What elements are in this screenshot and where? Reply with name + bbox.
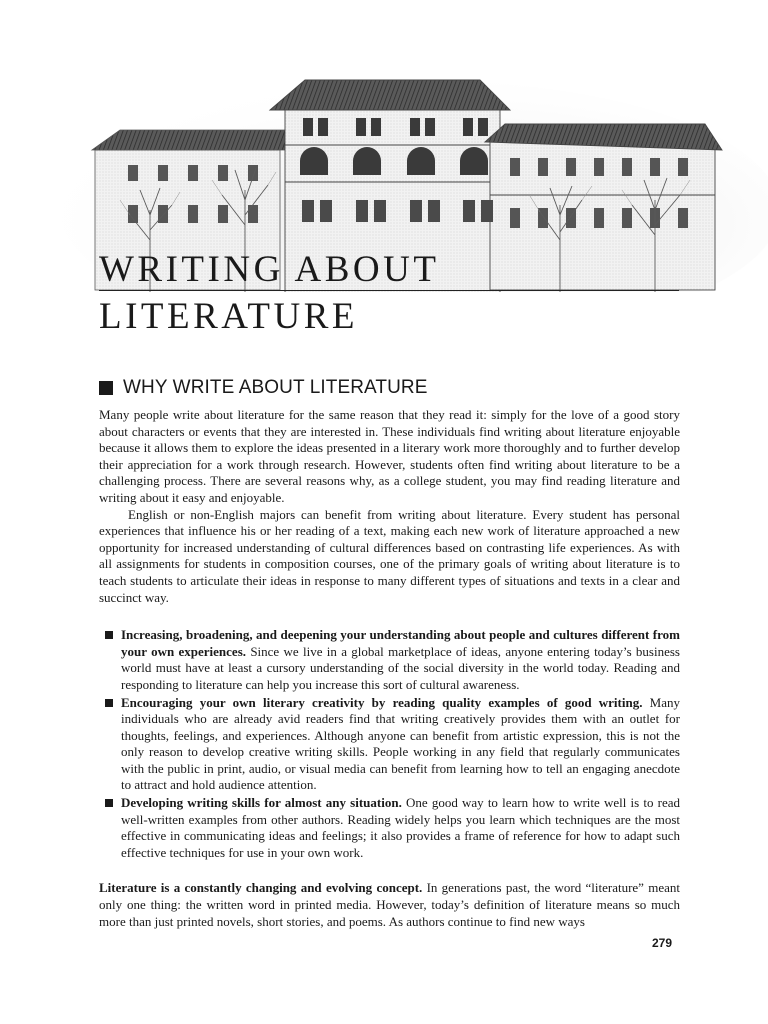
section-heading-text: WHY WRITE ABOUT LITERATURE	[123, 377, 428, 398]
bullet-lead: Encouraging your own literary creativity by reading quality examples of good writing.	[121, 694, 643, 710]
bullet-text: Since we live in a global marketplace of ideas, anyone entering today’s business world must have at least a cursory understanding of the social diversity in the world today. Reading and responding to literature can help you increase this sort of cultural awareness.	[121, 643, 680, 692]
bullet-list	[99, 627, 680, 861]
list-item	[99, 695, 680, 795]
square-bullet-icon	[99, 381, 113, 395]
bullet-text: One good way to learn how to write well is to read well-written examples from other authors. Reading widely helps you learn which techniques are the most effective in communicating ideas and feelings; it also provides a frame of reference for how to adapt such effective techniques for use in your own work.	[121, 795, 681, 860]
chapter-title-line2: LITERATURE	[99, 296, 359, 337]
bullet-lead: Developing writing skills for almost any situation.	[121, 795, 402, 811]
section-heading	[99, 377, 428, 399]
square-bullet-icon	[105, 631, 113, 639]
closing-paragraph	[99, 880, 680, 930]
bullet-lead: Increasing, broadening, and deepening your understanding about people and cultures different from your own experiences.	[121, 627, 680, 659]
title-divider	[99, 290, 679, 291]
body-text	[99, 407, 680, 930]
paragraph-1: Many people write about literature for the same reason that they read it: simply for the love of a good story about characters or events that they are interested in. These individuals find writing about literature enjoyable because it allows them to explore the ideas presented in a literary work more thoroughly and to further develop their appreciation for a work through research. However, students often find writing about literature to be a challenging process. There are several reasons why, as a college student, you may find reading literature and writing about it easy and enjoyable.	[99, 407, 680, 505]
chapter-title	[99, 246, 439, 340]
list-item	[99, 627, 680, 693]
paragraph-2: English or non-English majors can benefit from writing about literature. Every student has personal experiences that influence his or her reading of a text, making each new work of literature approached a new opportunity for increased understanding of cultural differences based on contrasting life experiences. As with all assignments for students in composition courses, one of the primary goals of writing about literature is to teach students to articulate their ideas in response to many different types of situations and texts in a clear and succinct way.	[99, 506, 680, 605]
page-number: 279	[652, 936, 673, 950]
list-item	[99, 795, 680, 861]
bullet-text: Many individuals who are already avid readers find that writing creatively provides them with an outlet for thoughts, feelings, and experiences. Although anyone can benefit from artistic expression, this is not the only reason to develop creative writing skills. People working in any field that regularly communicates with the public in print, audio, or visual media can benefit from learning how to tell an engaging anecdote to attract and hold audience attention.	[121, 694, 680, 793]
square-bullet-icon	[105, 699, 113, 707]
chapter-title-line1: WRITING ABOUT	[99, 249, 440, 290]
square-bullet-icon	[105, 799, 113, 807]
closing-text: In generations past, the word “literature” meant only one thing: the written word in printed media. However, today’s definition of literature means so much more than just printed novels, short stories, and poems. As authors continue to find new ways	[99, 880, 680, 929]
closing-lead: Literature is a constantly changing and evolving concept.	[99, 880, 423, 896]
